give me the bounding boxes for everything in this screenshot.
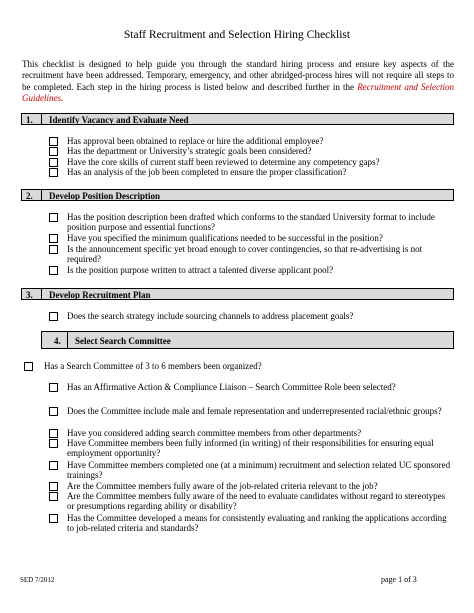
checkbox-s2-q1[interactable] bbox=[49, 213, 58, 222]
s1-q1-text: Has approval been obtained to replace or hire the additional employee? bbox=[67, 136, 324, 146]
checkbox-s2-q3[interactable] bbox=[49, 245, 58, 254]
section-2-number: 2. bbox=[26, 191, 33, 201]
checkbox-s4-q5[interactable] bbox=[49, 461, 58, 470]
s4-q8-text: Has the Committee developed a means for consistently evaluating and ranking the applications according to job-related criteria and standards? bbox=[67, 513, 447, 534]
section-1-title: Identify Vacancy and Evaluate Need bbox=[49, 115, 189, 125]
section-1-header bbox=[21, 113, 454, 125]
s4-q2-text: Does the Committee include male and female representation and underrepresented racial/ethnic groups? bbox=[67, 406, 442, 416]
section-3-header bbox=[21, 288, 454, 300]
s3-q1-text: Does the search strategy include sourcing channels to address placement goals? bbox=[67, 311, 354, 321]
checkbox-s1-q1[interactable] bbox=[49, 137, 58, 146]
s4-q5-text: Have Committee members completed one (at a minimum) recruitment and selection related UC sponsored trainings? bbox=[67, 460, 451, 481]
checkbox-s1-q4[interactable] bbox=[49, 168, 58, 177]
document-title: Staff Recruitment and Selection Hiring Checklist bbox=[123, 29, 351, 41]
checkbox-s4-q8[interactable] bbox=[49, 514, 58, 523]
checkbox-s4-q7[interactable] bbox=[49, 492, 58, 501]
s4-q4-text: Have Committee members been fully informed (in writing) of their responsibilities for ensuring equal employment opportunity? bbox=[67, 438, 434, 459]
section-1-number: 1. bbox=[26, 115, 33, 125]
s2-q1-text: Has the position description been drafted which conforms to the standard University format to include position purpose and essential functions? bbox=[67, 212, 435, 233]
intro-paragraph bbox=[22, 59, 454, 105]
section-3-title: Develop Recruitment Plan bbox=[49, 290, 151, 300]
s2-q2-text: Have you specified the minimum qualifications needed to be successful in the position? bbox=[67, 233, 383, 243]
s4-q7-text: Are the Committee members fully aware of the need to evaluate candidates without regard to stereotypes or presumptions regarding ability or disability? bbox=[67, 491, 446, 512]
section-2-title: Develop Position Description bbox=[49, 191, 160, 201]
checkbox-s3-q1[interactable] bbox=[49, 312, 58, 321]
section-4-title: Select Search Committee bbox=[75, 336, 171, 346]
s1-q4-text: Has an analysis of the job been completed to ensure the proper classification? bbox=[67, 167, 347, 177]
s2-q3-text: Is the announcement specific yet broad enough to cover contingencies, so that re-advertising is not required? bbox=[67, 244, 423, 265]
s2-q4-text: Is the position purpose written to attract a talented diverse applicant pool? bbox=[67, 265, 334, 275]
s4-lead-text: Has a Search Committee of 3 to 6 members been organized? bbox=[44, 361, 262, 371]
s4-q6-text: Are the Committee members fully aware of the job-related criteria relevant to the job? bbox=[67, 481, 378, 491]
checkbox-s2-q2[interactable] bbox=[49, 234, 58, 243]
checkbox-s4-q1[interactable] bbox=[49, 383, 58, 392]
s4-q3-text: Have you considered adding search committee members from other departments? bbox=[67, 428, 362, 438]
checkbox-s4-q6[interactable] bbox=[49, 482, 58, 491]
checkbox-s2-q4[interactable] bbox=[49, 266, 58, 275]
section-2-header bbox=[21, 189, 454, 201]
checkbox-s4-q4[interactable] bbox=[49, 439, 58, 448]
s1-q3-text: Have the core skills of current staff been reviewed to determine any competency gaps? bbox=[67, 157, 380, 167]
guidelines-link[interactable]: Recruitment and Selection Guidelines. bbox=[22, 81, 454, 104]
checkbox-s4-lead[interactable] bbox=[24, 362, 33, 371]
section-4-header bbox=[41, 331, 454, 349]
checkbox-s4-q2[interactable] bbox=[49, 407, 58, 416]
footer-doc-code: SED 7/2012 bbox=[20, 576, 55, 584]
section-3-number: 3. bbox=[26, 290, 33, 300]
section-4-number: 4. bbox=[54, 336, 61, 346]
s1-q2-text: Has the department or University’s strategic goals been considered? bbox=[67, 146, 312, 156]
s4-q1-text: Has an Affirmative Action & Compliance Liaison – Search Committee Role been selected? bbox=[67, 382, 396, 392]
checkbox-s4-q3[interactable] bbox=[49, 429, 58, 438]
checkbox-s1-q2[interactable] bbox=[49, 147, 58, 156]
intro-text: This checklist is designed to help guide you through the standard hiring process and ensure key aspects of the recruitment have been addressed. Temporary, emergency, and other abridged-process hires will not require all steps to be completed. Each step in the hiring process is listed below and described further in the bbox=[22, 59, 454, 92]
footer-page-number: page 1 of 3 bbox=[381, 575, 417, 584]
checkbox-s1-q3[interactable] bbox=[49, 158, 58, 167]
